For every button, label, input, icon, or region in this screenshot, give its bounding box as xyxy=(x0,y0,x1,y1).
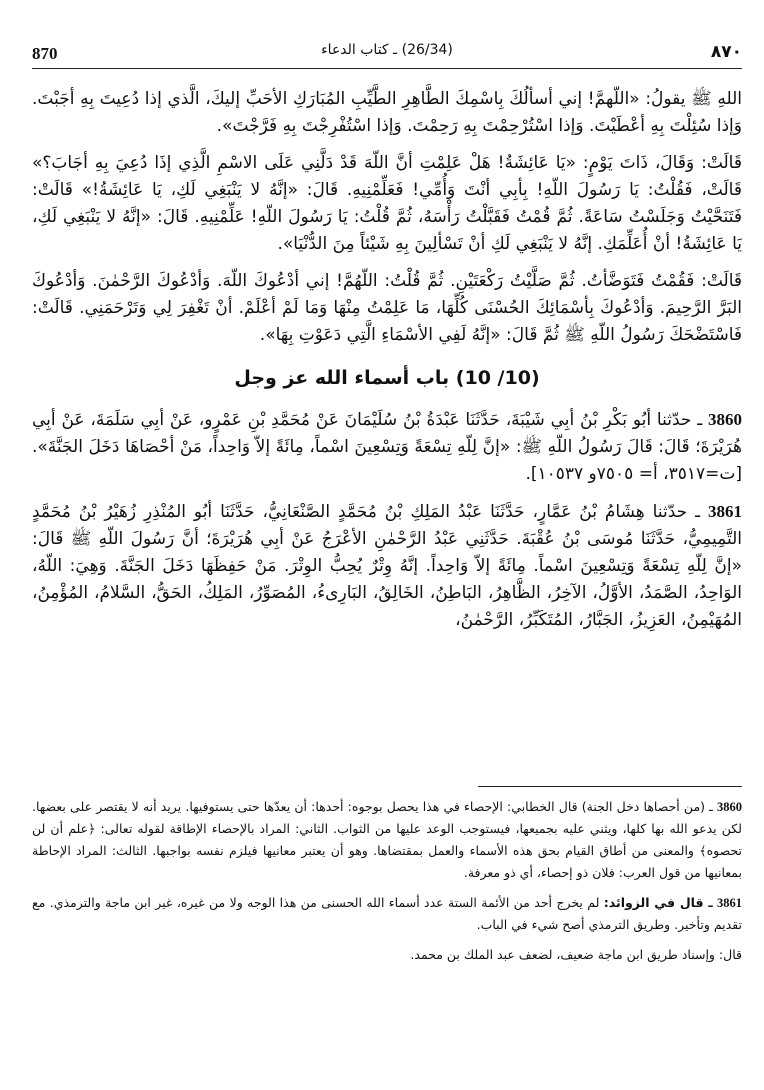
footnote-label: ـ قال في الزوائد: xyxy=(603,895,713,910)
footnote-text: ـ (من أحصاها دخل الجنة) قال الخطابي: الإحصاء في هذا يحصل بوجوه: أحدها: أن يعدّها حتى يستوفيها. يريد أنه لا يقتصر على بعضها. لكن يدعو الله بها كلها، ويثني عليه بجميعها، فيستوجب الوعد عليها من الثواب. الثاني: المراد بالإحصاء الإطاقة لقوله تعالى: ﴿علم أن لن تحصوه﴾ والمعنى من أطاق القيام بحق هذه الأسماء والعمل بمقتضاها. وهو أن يعتبر معانيها فيلزم نفسه بواجبها. الثالث: المراد الإحاطة بمعانيها من قول العرب: فلان ذو إحصاء، أي ذو معرفة. xyxy=(32,799,742,880)
running-title: (26/34) ـ كتاب الدعاء xyxy=(321,42,453,58)
hadith-text: ـ حدّثنا هِشَامُ بْنُ عَمَّارٍ، حَدَّثَنَا عَبْدُ المَلِكِ بْنُ مُحَمَّدٍ الصَّنْعَانِيُّ، حَدَّثَنَا أبُو المُنْذِرِ زُهَيْرُ بْنُ مُحَمَّدٍ التَّمِيمِيُّ، حَدَّثَنَا مُوسَى بْنُ عُقْبَةَ. حَدَّثَنِي عَبْدُ الرَّحْمٰنِ الأعْرَجُ عَنْ أبِي هُرَيْرَةَ؛ أنَّ رَسُولَ اللّهِ ﷺ قَالَ: «إنَّ لِلّهِ تِسْعَةً وَتِسْعِينَ اسْماً. مِائَةً إلاّ وَاحِداً. إنَّهُ وِتْرٌ يُحِبُّ الوِتْرَ. مَنْ حَفِظَهَا دَخَلَ الجَنَّةَ. وَهِيَ: اللّهُ، الوَاحِدُ، الصَّمَدُ، الأوَّلُ، الآخِرُ، الظَّاهِرُ، البَاطِنُ، الخَالِقُ، البَارِىءُ، المُصَوِّرُ، المَلِكُ، الحَقُّ، السَّلامُ، المُؤْمِنُ، المُهَيْمِنُ، العَزِيزُ، الجَبَّارُ، المُتَكَبِّرُ، الرَّحْمٰنُ، xyxy=(32,502,742,630)
hadith-3861 xyxy=(32,498,742,634)
paragraph-1: اللهِ ﷺ يقولُ: «اللّهمَّ! إني أسألُكَ بِاسْمِكَ الطَّاهِرِ الطَّيِّبِ المُبَارَكِ الأحَبِّ إليكَ، الَّذي إذا دُعِيتَ بِهِ أجَبْتَ. وَإذا سُئِلْتَ بِهِ أعْطَيْتَ. وَإذا اسْتُرْحِمْتَ بِهِ رَحِمْتَ. وَإذا اسْتُفْرِجْتَ بِهِ فَرَّجْتَ». xyxy=(32,89,742,136)
hadith-number: 3860 xyxy=(708,410,742,429)
footnote-number: 3860 xyxy=(717,800,742,814)
chapter-title: (10/ 10) باب أسماء الله عز وجل xyxy=(234,367,540,389)
footnote-text: لم يخرج أحد من الأئمة الستة عدد أسماء الله الحسنى من هذا الوجه ولا من غيره، غير ابن ماجة والترمذي. مع تقديم وتأخير. وطريق الترمذي أصح شيء في الباب. xyxy=(32,895,742,932)
paragraph-2: قَالَتْ: وَقَالَ، ذَاتَ يَوْمٍ: «يَا عَائِشَةُ! هَلْ عَلِمْتِ أنَّ اللّهَ قَدْ دَلَّنِي عَلَى الاسْمِ الَّذِي إذَا دُعِيَ بِهِ أجَابَ؟» قَالَتْ، فَقُلْتُ: يَا رَسُولَ اللّهِ! بِأبِي أنْتَ وَأُمِّي! فَعَلِّمْنِيهِ. قَالَ: «إنَّهُ لا يَنْبَغِي لَكِ، يَا عَائِشَةُ!» قَالَتْ: فَتَنَحَّيْتُ وَجَلَسْتُ سَاعَةً. ثُمَّ قُمْتُ فَقَبَّلْتُ رَأْسَهُ، ثُمَّ قُلْتُ: يَا رَسُولَ اللّهِ! عَلِّمْنِيهِ. قَالَ: «إنَّهُ لا يَنْبَغِي لَكِ، يَا عَائِشَةُ! أنْ أُعَلِّمَكِ. إنَّهُ لا يَنْبَغِي لَكِ أنْ تَسْألِينَ بِهِ شَيْئاً مِنَ الدُّنْيَا». xyxy=(32,153,742,254)
hadith-text: ـ حدّثنا أبُو بَكْرِ بْنُ أبِي شَيْبَةَ، حَدَّثَنَا عَبْدَةُ بْنُ سُلَيْمَانَ عَنْ مُحَمَّدِ بْنِ عَمْرٍو، عَنْ أبِي سَلَمَةَ، عَنْ أبِي هُرَيْرَةَ؛ قَالَ: قَالَ رَسُولُ اللّهِ ﷺ: «إنَّ لِلّهِ تِسْعَةً وَتِسْعِينَ اسْماً، مِائَةً إلاّ وَاحِداً، مَنْ أحْصَاهَا دَخَلَ الجَنَّةَ». [ت=٣٥١٧، أ= ٧٥٠٥و ١٠٥٣٧]. xyxy=(32,410,742,484)
footnote-number: 3861 xyxy=(716,896,742,910)
footnote-3860 xyxy=(32,796,742,884)
footnote-3861 xyxy=(32,892,742,936)
paragraph-3: قَالَتْ: فَقُمْتُ فَتَوَضَّأتُ. ثُمَّ صَلَّيْتُ رَكْعَتَيْنِ. ثُمَّ قُلْتُ: اللّهُمَّ! إني أدْعُوكَ اللّهَ. وَأدْعُوكَ الرَّحْمٰنَ. وَأدْعُوكَ البَرَّ الرَّحِيمَ. وَأدْعُوكَ بِأسْمَائِكَ الحُسْنَى كُلِّهَا، مَا عَلِمْتُ مِنْهَا وَمَا لَمْ أعْلَمْ. أنْ تَغْفِرَ لِي وَتَرْحَمَنِي. قَالَتْ: فَاسْتَضْحَكَ رَسُولُ اللّهِ ﷺ ثُمَّ قَالَ: «إنَّهُ لَفِي الأسْمَاءِ الَّتِي دَعَوْتِ بِهَا». xyxy=(32,271,742,345)
page-number-arabic: ٨٧٠ xyxy=(710,42,742,62)
footnote-3861-note: قال: وإسناد طريق ابن ماجة ضعيف، لضعف عبد الملك بن محمد. xyxy=(410,947,742,962)
page-header xyxy=(32,36,742,70)
main-text xyxy=(32,86,742,644)
hadith-number: 3861 xyxy=(708,502,742,521)
page-number-latin: 870 xyxy=(32,44,58,63)
header-rule xyxy=(32,68,742,69)
hadith-3860 xyxy=(32,406,742,488)
footnote-separator xyxy=(478,786,742,787)
footnotes xyxy=(32,796,742,974)
